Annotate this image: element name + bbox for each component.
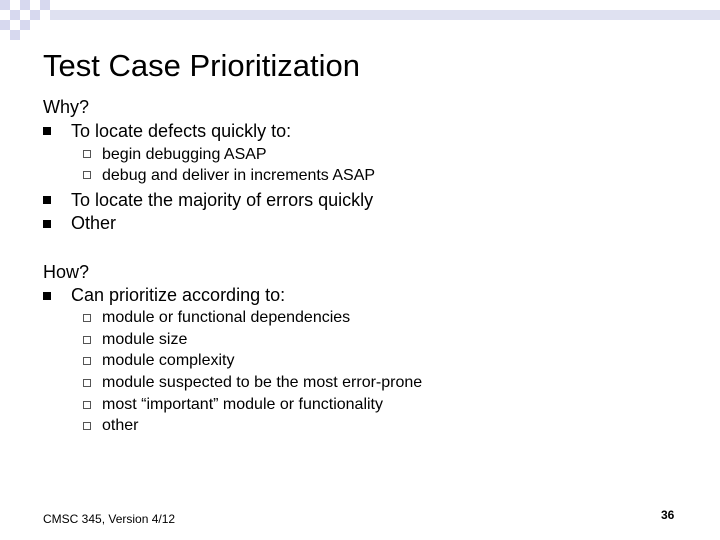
checkbox-bullet-icon — [83, 336, 91, 344]
page-number: 36 — [661, 508, 675, 522]
why-subpoint: begin debugging ASAP — [102, 146, 267, 163]
bullet-square-icon — [43, 127, 51, 135]
checkbox-bullet-icon — [83, 357, 91, 365]
how-subpoint: module or functional dependencies — [102, 309, 351, 326]
bullet-square-icon — [43, 220, 51, 228]
why-point: To locate the majority of errors quickly — [71, 190, 374, 210]
checkbox-bullet-icon — [83, 401, 91, 409]
why-point: Other — [71, 213, 117, 233]
checkbox-bullet-icon — [83, 379, 91, 387]
slide-title: Test Case Prioritization — [43, 48, 361, 83]
how-point: Can prioritize according to: — [71, 285, 286, 305]
bullet-square-icon — [43, 196, 51, 204]
checkbox-bullet-icon — [83, 150, 91, 158]
why-subpoint: debug and deliver in increments ASAP — [102, 167, 376, 184]
why-point: To locate defects quickly to: — [71, 121, 292, 141]
why-heading: Why? — [43, 97, 90, 117]
how-subpoint: module complexity — [102, 352, 235, 369]
how-subpoint: module size — [102, 331, 188, 348]
how-subpoint: module suspected to be the most error-prone — [102, 374, 423, 391]
how-subpoint: other — [102, 417, 139, 434]
checkbox-bullet-icon — [83, 422, 91, 430]
bullet-square-icon — [43, 292, 51, 300]
checkbox-bullet-icon — [83, 171, 91, 179]
how-subpoint: most “important” module or functionality — [102, 396, 383, 413]
how-heading: How? — [43, 262, 90, 282]
checkbox-bullet-icon — [83, 314, 91, 322]
slide-footer: CMSC 345, Version 4/12 — [43, 512, 176, 526]
